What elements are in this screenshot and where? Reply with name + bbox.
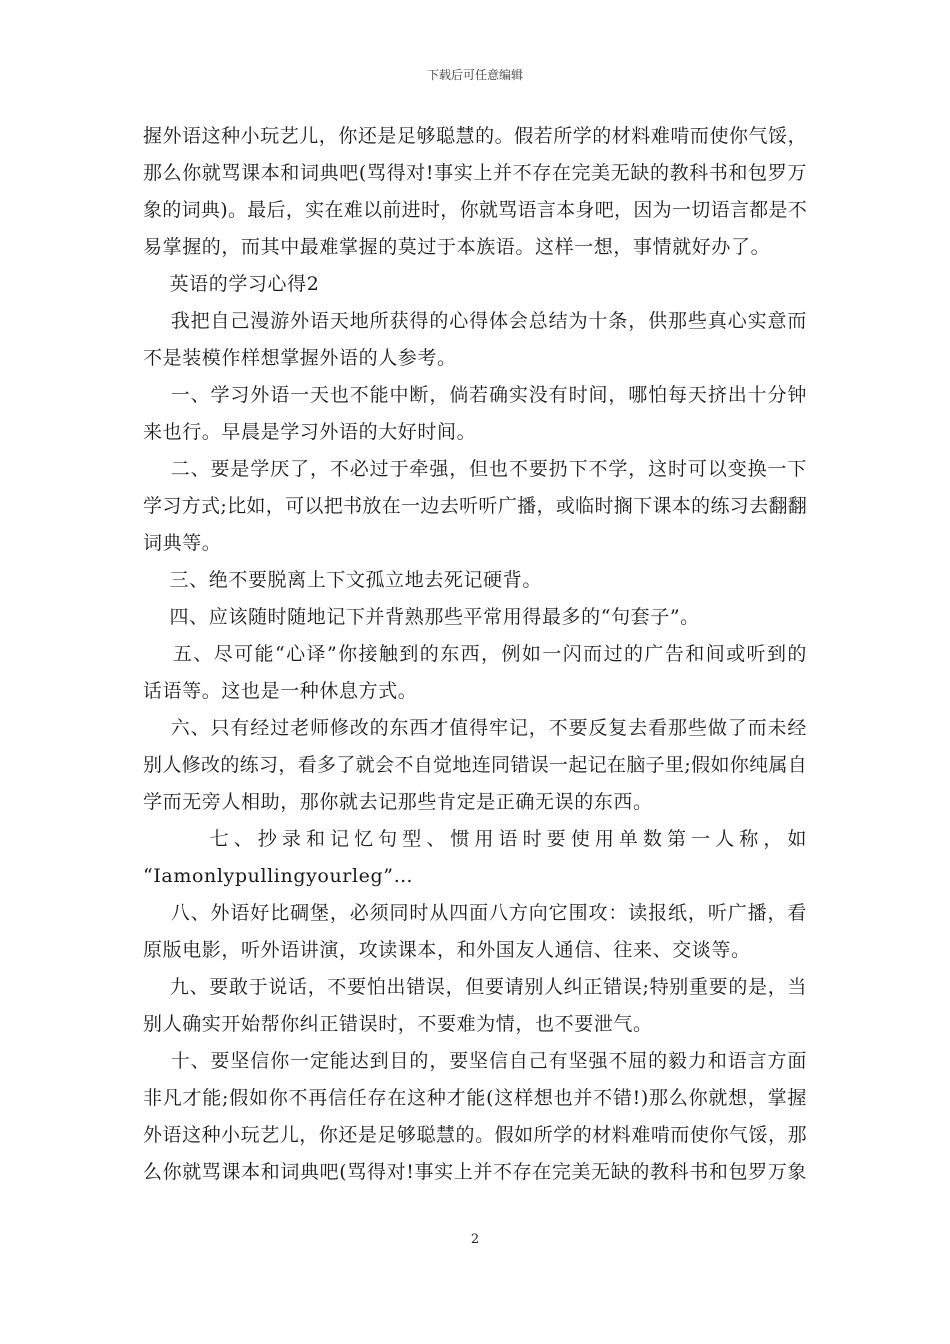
document-body xyxy=(143,118,807,1191)
text-line: 五、尽可能“心译”你接触到的东西，例如一闪而过的广告和间或听到的 xyxy=(143,643,807,665)
text-line: 别人修改的练习，看多了就会不自觉地连同错误一起记在脑子里;假如你纯属自 xyxy=(143,754,807,776)
text-line: 话语等。这也是一种休息方式。 xyxy=(143,680,418,702)
text-line: 别人确实开始帮你纠正错误时，不要难为情，也不要泄气。 xyxy=(143,1013,653,1035)
text-line: 么你就骂课本和词典吧(骂得对!事实上并不存在完美无缺的教科书和包罗万象 xyxy=(143,1161,807,1183)
page-header: 下载后可任意编辑 xyxy=(426,68,523,82)
text-line: 那么你就骂课本和词典吧(骂得对!事实上并不存在完美无缺的教科书和包罗万 xyxy=(143,162,807,184)
text-line: 象的词典)。最后，实在难以前进时，你就骂语言本身吧，因为一切语言都是不 xyxy=(143,199,807,221)
text-line: 握外语这种小玩艺儿，你还是足够聪慧的。假若所学的材料难啃而使你气馁， xyxy=(143,125,807,147)
text-line: 八、外语好比碉堡，必须同时从四面八方向它围攻：读报纸，听广播，看 xyxy=(143,902,807,924)
text-line: 四、应该随时随地记下并背熟那些平常用得最多的“句套子”。 xyxy=(143,606,700,628)
text-line: 非凡才能;假如你不再信任存在这种才能(这样想也并不错!)那么你就想，掌握 xyxy=(143,1087,807,1109)
text-line: 十、要坚信你一定能达到目的，要坚信自己有坚强不屈的毅力和语言方面 xyxy=(143,1050,807,1072)
text-line: 原版电影，听外语讲演，攻读课本，和外国友人通信、往来、交谈等。 xyxy=(143,939,751,961)
text-line: 我把自己漫游外语天地所获得的心得体会总结为十条，供那些真心实意而 xyxy=(143,310,807,332)
text-line: 不是装模作样想掌握外语的人参考。 xyxy=(143,347,457,369)
text-line: 词典等。 xyxy=(143,532,222,554)
text-line: 学而无旁人相助，那你就去记那些肯定是正确无误的东西。 xyxy=(143,791,653,813)
text-line: 二、要是学厌了，不必过于牵强，但也不要扔下不学，这时可以变换一下 xyxy=(143,458,807,480)
text-line: “Iamonlypullingyourleg”… xyxy=(143,865,414,887)
section-heading: 英语的学习心得2 xyxy=(143,273,320,295)
text-line: 一、学习外语一天也不能中断，倘若确实没有时间，哪怕每天挤出十分钟 xyxy=(143,384,807,406)
text-line: 学习方式;比如，可以把书放在一边去听听广播，或临时搁下课本的练习去翻翻 xyxy=(143,495,807,517)
text-line: 九、要敢于说话，不要怕出错误，但要请别人纠正错误;特别重要的是，当 xyxy=(143,976,807,998)
text-line: 六、只有经过老师修改的东西才值得牢记，不要反复去看那些做了而未经 xyxy=(143,717,807,739)
text-line: 外语这种小玩艺儿，你还是足够聪慧的。假如所学的材料难啃而使你气馁，那 xyxy=(143,1124,807,1146)
text-line: 七、抄录和记忆句型、惯用语时要使用单数第一人称，如 xyxy=(143,828,807,850)
page-number: 2 xyxy=(470,1232,480,1247)
text-line: 易掌握的，而其中最难掌握的莫过于本族语。这样一想，事情就好办了。 xyxy=(143,236,771,258)
text-line: 三、绝不要脱离上下文孤立地去死记硬背。 xyxy=(143,569,542,591)
text-line: 来也行。早晨是学习外语的大好时间。 xyxy=(143,421,477,443)
